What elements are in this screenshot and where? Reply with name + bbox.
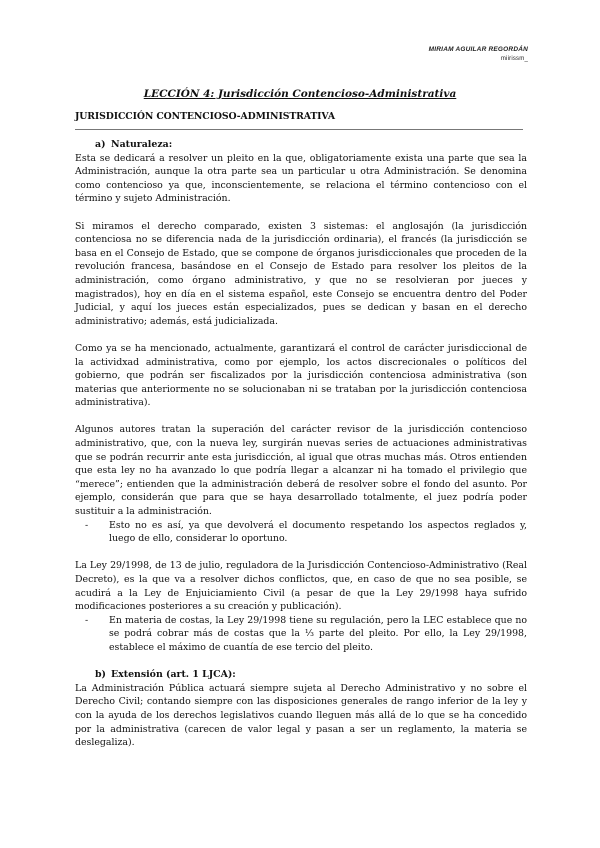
subsection-a-marker: a)	[95, 139, 106, 150]
author-header	[429, 46, 528, 62]
bullet-dash: -	[85, 519, 89, 531]
paragraph-derecho-comparado: Si miramos el derecho comparado, existen 3 sistemas: el anglosajón (la jurisdicción contenciosa no se diferencia nada de la jurisdicción ordinaria), el francés (la jurisdicción se basa en el Consejo de Estado, que se compone de órganos jurisdiccionales que proceden de la revolución francesa, basándose en el Consejo de Estado para resolver los pleitos de la administración, como órgano administrativo, y que no se resolvieran por jueces y magistrados), hoy en día en el sistema español, este Consejo se encuentra dentro del Poder Judicial, y aquí los jueces están especializados, pues se dedican y basan en el derecho administrativo; además, está judicializada.	[75, 220, 527, 327]
author-username: miirissm_	[500, 56, 528, 62]
subsection-a-heading	[75, 138, 527, 152]
paragraph-control-jurisdiccional: Como ya se ha mencionado, actualmente, garantizará el control de carácter jurisdiccional de la actividxad administrativa, como por ejemplo, los actos discrecionales o políticos del gobierno, que podrán ser fiscalizados por la jurisdicción contenciosa administrativa (son materias que anteriormente no se solucionaban ni se trataban por la jurisdicción contenciosa administrativa).	[75, 342, 527, 409]
subsection-a-title: Naturaleza:	[111, 139, 173, 150]
bullet-text: Esto no es así, ya que devolverá el documento respetando los aspectos reglados y, luego de ello, considerar lo oportuno.	[109, 519, 527, 545]
paragraph-caracter-revisor: Algunos autores tratan la superación del carácter revisor de la jurisdicción contencioso administrativo, que, con la nueva ley, surgirán nuevas series de actuaciones administrativas que se podrán recurrir ante esta jurisdicción, al igual que otras muchas más. Otros entienden que esta ley no ha avanzado lo que podría llegar a alcanzar ni ha tomado el privilegio que “merece”; entienden que la administración deberá de resolver sobre el fondo del asunto. Por ejemplo, considerán que para que se haya desarrollado totalmente, el juez podría poder sustituir a la administración.	[75, 424, 527, 518]
subsection-b-heading	[75, 668, 527, 682]
page-title: LECCIÓN 4: Jurisdicción Contencioso-Administrativa	[143, 88, 457, 100]
bullet-item	[75, 614, 527, 655]
section-heading: JURISDICCIÓN CONTENCIOSO-ADMINISTRATIVA	[75, 111, 335, 122]
subsection-b-title: Extensión (art. 1 LJCA):	[111, 669, 236, 681]
bullet-dash: -	[85, 614, 89, 626]
bullet-item	[75, 519, 527, 546]
document-body	[75, 138, 527, 750]
paragraph-naturaleza: Esta se dedicará a resolver un pleito en la que, obligatoriamente exista una parte que sea la Administración, aunque la otra parte sea un particular u otra Administración. Se denomina como contencioso ya que, inconscientemente, se relaciona el término contencioso con el término y sujeto Administración.	[75, 152, 527, 205]
paragraph-extension: La Administración Pública actuará siempre sujeta al Derecho Administrativo y no sobre el Derecho Civil; contando siempre con las disposiciones generales de rango inferior de la ley y con la ayuda de los derechos legislativos cuando lleguen más allá de lo que se ha concedido por la administrativa (carecen de valor legal y pasan a ser un reglamento, la materia se deslegaliza).	[75, 682, 527, 749]
paragraph-ley-29-1998: La Ley 29/1998, de 13 de julio, reguladora de la Jurisdicción Contencioso-Administrativo (Real Decreto), es la que va a resolver dichos conflictos, que, en caso de que no sea posible, se acudirá a la Ley de Enjuiciamiento Civil (a pesar de que la Ley 29/1998 haya sufrido modificaciones posteriores a su creación y publicación).	[75, 560, 527, 613]
author-name: MIRIAM AGUILAR REGORDÁN	[428, 46, 528, 53]
heading-divider	[75, 129, 523, 130]
subsection-b-marker: b)	[95, 669, 106, 681]
bullet-text: En materia de costas, la Ley 29/1998 tiene su regulación, pero la LEC establece que no se podrá cobrar más de costas que la ⅓ parte del pleito. Por ello, la Ley 29/1998, establece el máximo de cuantía de ese tercio del pleito.	[109, 614, 527, 653]
